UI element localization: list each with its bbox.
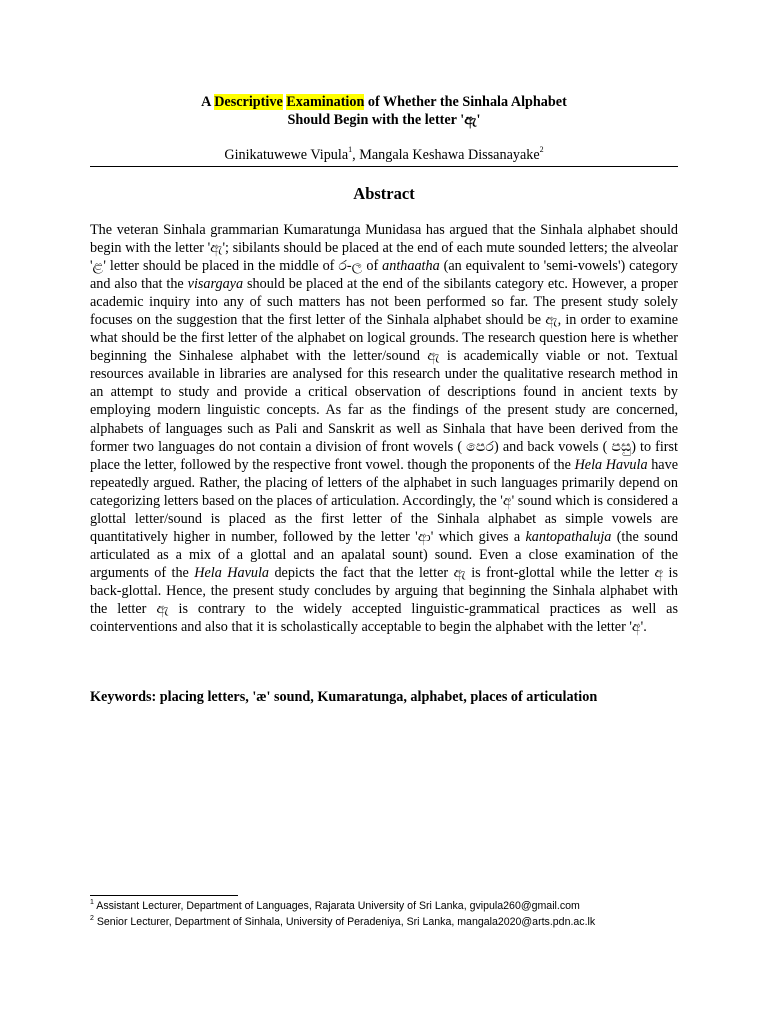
author-1-mark: 1 — [348, 145, 353, 154]
author-line — [90, 146, 678, 164]
title-line-1 — [90, 93, 678, 111]
footnote-2-mark: 2 — [90, 914, 94, 922]
footnote-1-mark: 1 — [90, 899, 94, 906]
highlight-examination: Examination — [286, 94, 365, 110]
author-2-mark: 2 — [539, 145, 544, 154]
title-line-2: Should Begin with the letter 'ඇ' — [287, 112, 481, 128]
author-separator: , — [352, 147, 360, 163]
abstract-text-2: (an equivalent to 'semi-vowels') category and also that the — [90, 258, 678, 293]
abstract-body — [90, 221, 678, 636]
abstract-heading: Abstract — [353, 184, 415, 203]
title-suffix: of Whether the Sinhala Alphabet — [364, 94, 567, 110]
abstract-text-3: should be placed at the end of the sibilants category etc. However, a proper academic inquiry into any of such matters has not been performed so far. The present study solely focuses on the suggestion that the first letter of the Sinhala alphabet should be ඇ, in order to examine what should be the first letter of the alphabet on logical grounds. The research question here is whether beginning the Sinhalese alphabet with the letter/sound ඇ is academically viable or not. Textual resources available in libraries are analysed for this research under the qualitative research method in an attempt to study and provide a critical observation of descriptions found in ancient texts by employing modern linguistic concepts. As far as the findings of the present study are concerned, alphabets of languages such as Pali and Sanskrit as well as Sinhala that have been derived from the former two languages do not contain a division of front wovels ( පෙර) and back vowels ( පසු) to first place the letter, followed by the respective front vowel. though the proponents of the — [90, 276, 678, 473]
abstract-text-6: depicts the fact that the letter ඇ is front-glottal while the letter අ is back-glottal. Hence, the present study concludes by arguing that beginning the Sinhala alphabet with the letter ඇ is contrary to the widely accepted linguistic-grammatical practices as well as cointerventions and also that it is scholastically acceptable to begin the alphabet with the letter 'අ'. — [90, 564, 678, 636]
highlight-descriptive: Descriptive — [214, 94, 283, 110]
footnote-1 — [90, 899, 690, 915]
paper-title — [90, 93, 678, 129]
abstract-italic-5: Hela Havula — [194, 564, 270, 581]
footnote-divider — [90, 895, 238, 896]
abstract-italic-1: anthaatha — [382, 258, 440, 275]
footnote-2-text: Senior Lecturer, Department of Sinhala, University of Peradeniya, Sri Lanka, mangala2020@arts.pdn.ac.lk — [93, 915, 596, 928]
footnotes — [90, 899, 690, 930]
footnote-2 — [90, 915, 690, 931]
abstract-text-4: have repeatedly argued. Rather, the placing of letters of the alphabet in such languages primarily depend on categorizing letters based on the places of articulation. Accordingly, the 'අ' sound which is considered a glottal letter/sound is placed as the first letter of the Sinhala alphabet as simple vowels are quantitatively higher in number, followed by the letter 'ආ' which gives a — [90, 456, 678, 545]
author-1: Ginikatuwewe Vipula — [224, 147, 349, 163]
abstract-text-1: The veteran Sinhala grammarian Kumaratunga Munidasa has argued that the Sinhala alphabet should begin with the letter 'ඇ'; sibilants should be placed at the end of each mute sounded letters; the alveolar 'ළ' letter should be placed in the middle of ර-ල of — [90, 222, 678, 275]
title-prefix: A — [201, 94, 215, 110]
keywords-line: Keywords: placing letters, 'æ' sound, Kumaratunga, alphabet, places of articulation — [90, 689, 598, 705]
abstract-italic-4: kantopathaluja — [525, 528, 612, 545]
abstract-italic-2: visargaya — [187, 276, 244, 293]
author-2: Mangala Keshawa Dissanayake — [359, 147, 540, 163]
abstract-italic-3: Hela Havula — [574, 456, 648, 473]
author-divider — [90, 166, 678, 167]
footnote-1-text: Assistant Lecturer, Department of Languages, Rajarata University of Sri Lanka, gvipula260@gmail.com — [93, 900, 580, 912]
abstract-text-5: (the sound articulated as a mix of a glottal and an apalatal sount) sound. Even a close examination of the arguments of the — [90, 528, 678, 581]
